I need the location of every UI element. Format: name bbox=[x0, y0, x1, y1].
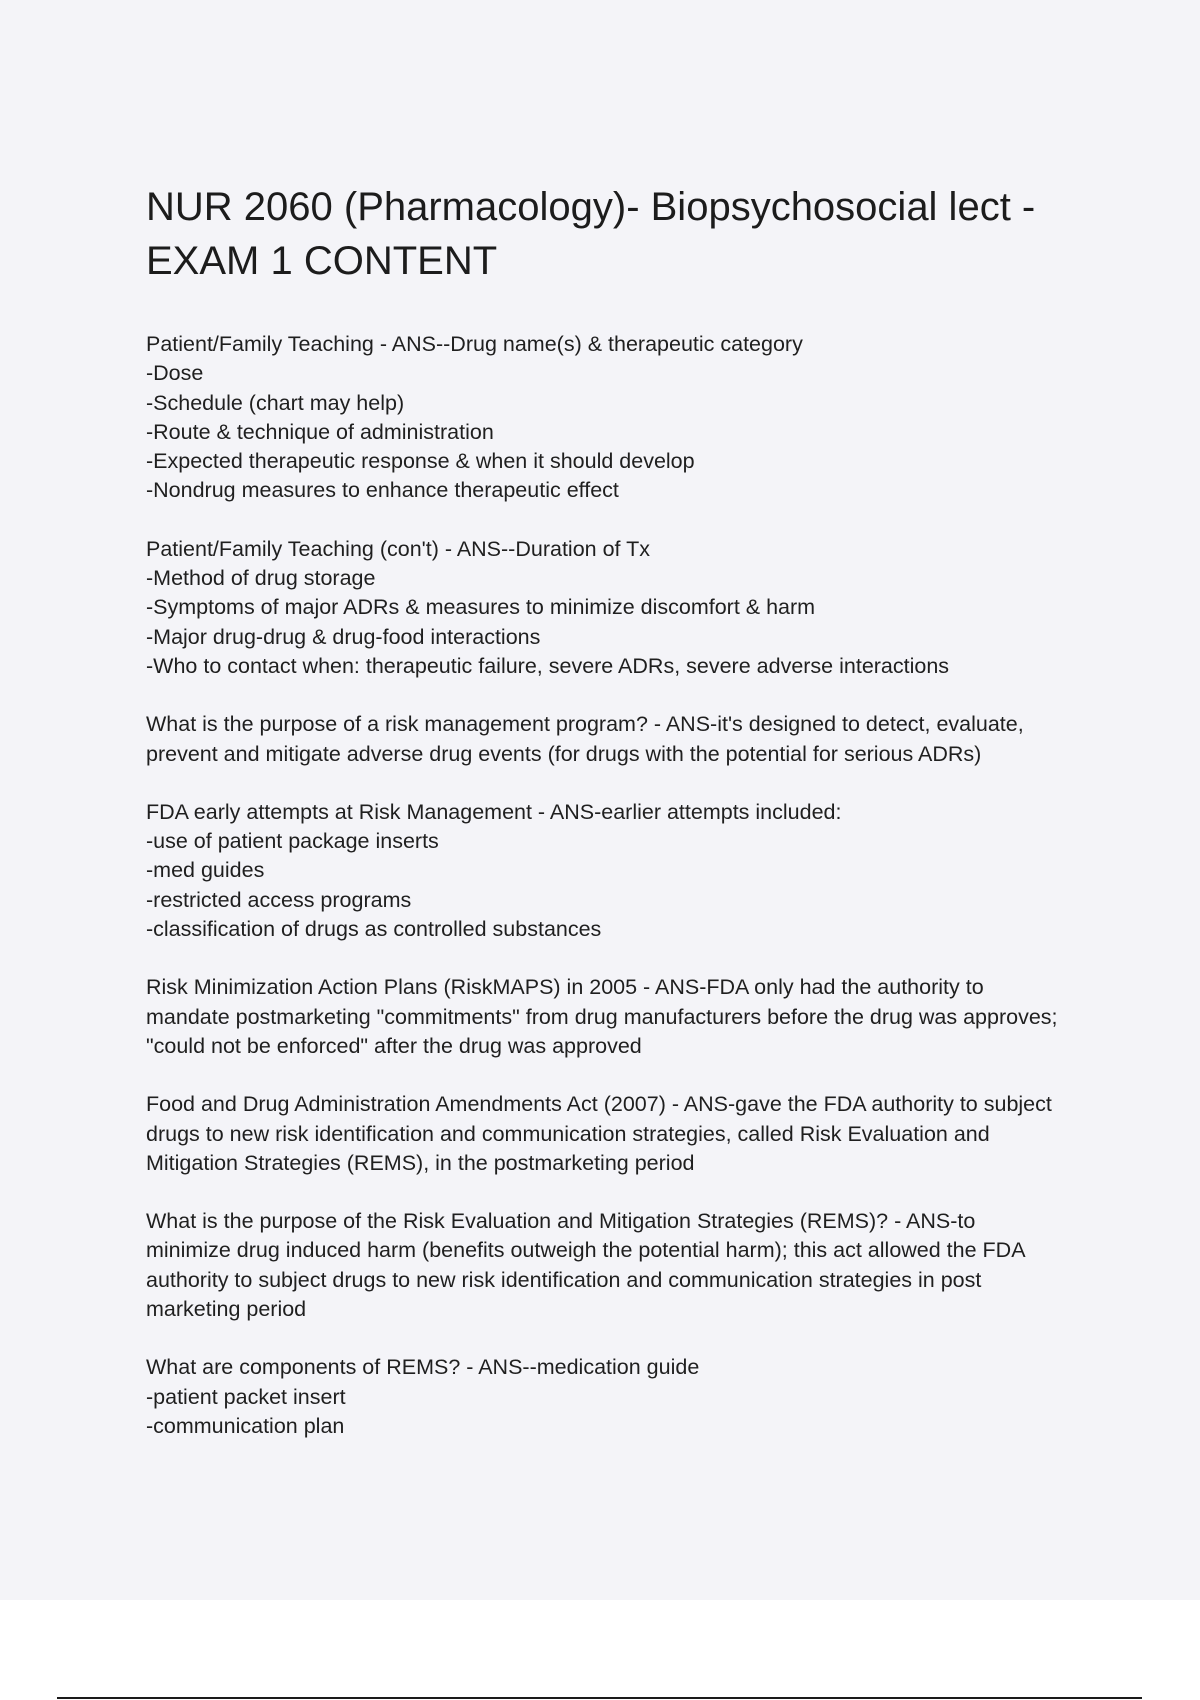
qa-detail-line: marketing period bbox=[146, 1297, 307, 1322]
qa-detail-line: "could not be enforced" after the drug was approved bbox=[146, 1033, 642, 1058]
qa-detail-line: prevent and mitigate adverse drug events (for drugs with the potential for serious ADRs) bbox=[146, 741, 982, 766]
qa-detail-line: -communication plan bbox=[146, 1413, 345, 1438]
qa-block bbox=[146, 710, 1096, 769]
qa-block bbox=[146, 973, 1096, 1061]
qa-term-line: FDA early attempts at Risk Management - ANS-earlier attempts included: bbox=[146, 799, 842, 824]
title-line-2: EXAM 1 CONTENT bbox=[146, 239, 498, 283]
qa-block bbox=[146, 330, 1096, 506]
qa-detail-line: -patient packet insert bbox=[146, 1384, 346, 1409]
document-body bbox=[146, 330, 1096, 1470]
qa-block bbox=[146, 1090, 1096, 1178]
qa-detail-line: -Method of drug storage bbox=[146, 566, 376, 591]
qa-term-line: Patient/Family Teaching (con't) - ANS--Duration of Tx bbox=[146, 536, 650, 561]
qa-detail-line: drugs to new risk identification and communication strategies, called Risk Evaluation and bbox=[146, 1121, 990, 1146]
qa-detail-line: -Dose bbox=[146, 361, 204, 386]
qa-detail-line: -Major drug-drug & drug-food interactions bbox=[146, 624, 541, 649]
footer-divider bbox=[57, 1697, 1142, 1699]
qa-block bbox=[146, 1353, 1096, 1441]
qa-term-line: Food and Drug Administration Amendments Act (2007) - ANS-gave the FDA authority to subject bbox=[146, 1092, 1052, 1117]
qa-term-line: What is the purpose of the Risk Evaluation and Mitigation Strategies (REMS)? - ANS-to bbox=[146, 1209, 976, 1234]
qa-term-line: What is the purpose of a risk management program? - ANS-it's designed to detect, evaluate, bbox=[146, 712, 1024, 737]
qa-block bbox=[146, 798, 1096, 944]
qa-detail-line: -Who to contact when: therapeutic failure, severe ADRs, severe adverse interactions bbox=[146, 653, 950, 678]
qa-detail-line: minimize drug induced harm (benefits outweigh the potential harm); this act allowed the FDA bbox=[146, 1238, 1026, 1263]
qa-detail-line: -med guides bbox=[146, 858, 265, 883]
qa-detail-line: -Expected therapeutic response & when it should develop bbox=[146, 449, 695, 474]
qa-term-line: What are components of REMS? - ANS--medication guide bbox=[146, 1355, 700, 1380]
document-title bbox=[146, 180, 1086, 288]
qa-detail-line: -Symptoms of major ADRs & measures to minimize discomfort & harm bbox=[146, 595, 816, 620]
qa-detail-line: -restricted access programs bbox=[146, 887, 412, 912]
qa-block bbox=[146, 535, 1096, 681]
title-line-1: NUR 2060 (Pharmacology)- Biopsychosocial lect - bbox=[146, 185, 1036, 229]
qa-detail-line: -use of patient package inserts bbox=[146, 829, 439, 854]
qa-detail-line: authority to subject drugs to new risk identification and communication strategies in post bbox=[146, 1267, 982, 1292]
qa-term-line: Patient/Family Teaching - ANS--Drug name(s) & therapeutic category bbox=[146, 332, 803, 356]
qa-detail-line: -Route & technique of administration bbox=[146, 419, 494, 444]
qa-term-line: Risk Minimization Action Plans (RiskMAPS) in 2005 - ANS-FDA only had the authority to bbox=[146, 975, 984, 1000]
qa-detail-line: -Schedule (chart may help) bbox=[146, 390, 405, 415]
qa-detail-line: Mitigation Strategies (REMS), in the postmarketing period bbox=[146, 1150, 695, 1175]
qa-detail-line: -classification of drugs as controlled substances bbox=[146, 917, 602, 942]
qa-block bbox=[146, 1207, 1096, 1324]
qa-detail-line: -Nondrug measures to enhance therapeutic effect bbox=[146, 478, 619, 503]
qa-detail-line: mandate postmarketing "commitments" from drug manufacturers before the drug was approves; bbox=[146, 1004, 1058, 1029]
